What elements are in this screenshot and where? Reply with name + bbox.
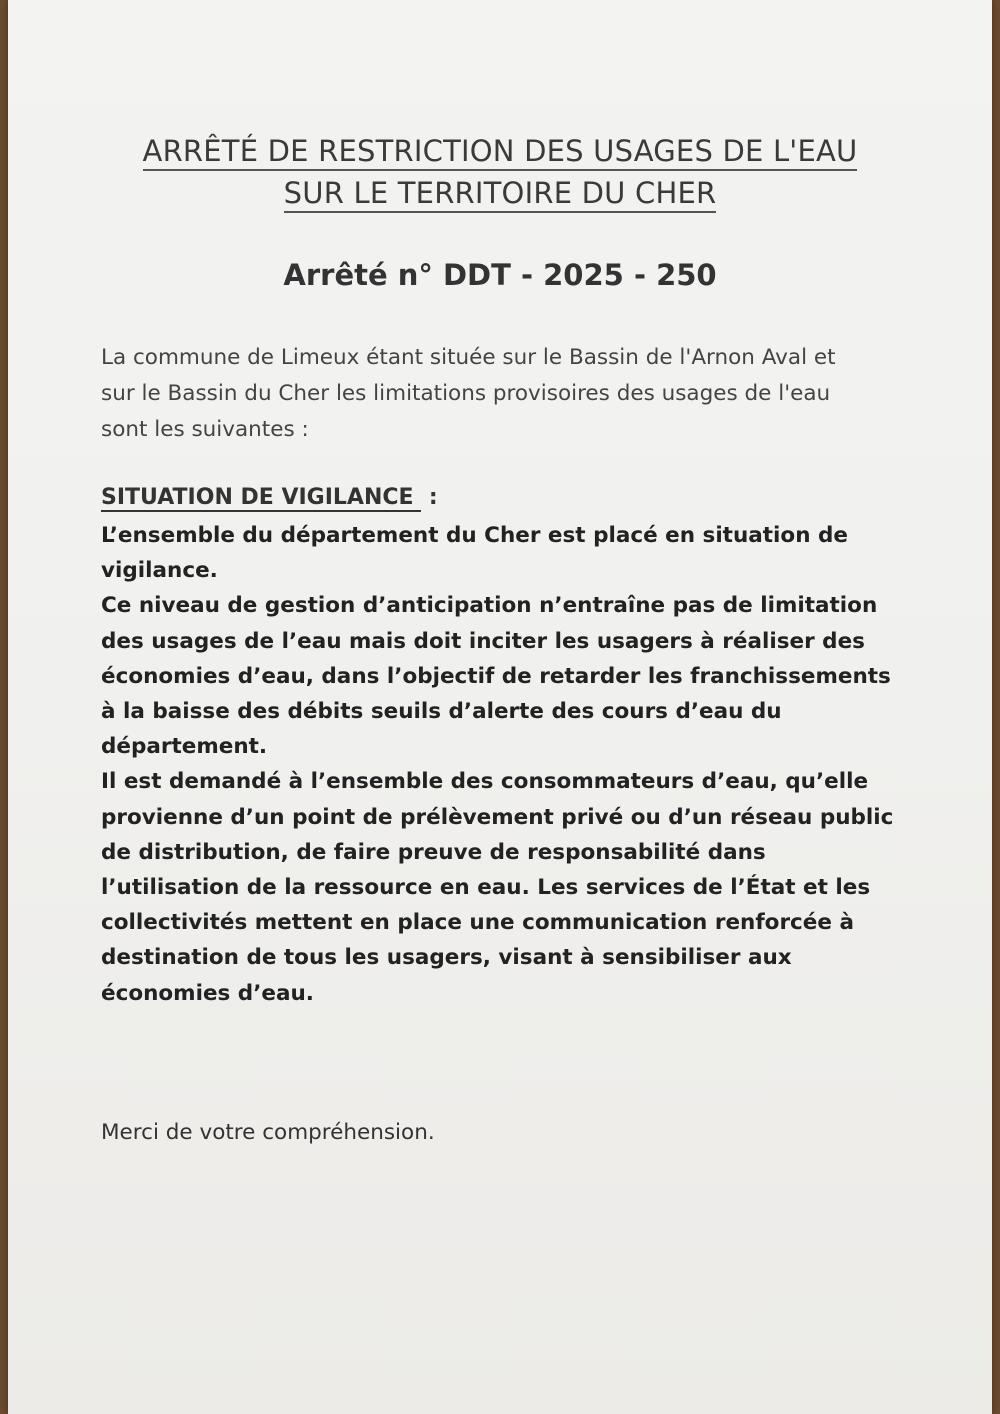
- title-line-1: [8, 134, 992, 168]
- section-heading-label: SITUATION DE VIGILANCE: [101, 485, 414, 510]
- body-line: économies d’eau, dans l’objectif de retarder les franchissements: [101, 663, 891, 689]
- body-paragraph: [101, 518, 931, 1011]
- body-line: l’utilisation de la ressource en eau. Les services de l’État et les: [101, 875, 871, 901]
- body-line: provienne d’un point de prélèvement privé ou d’un réseau public: [101, 804, 894, 830]
- closing-text: Merci de votre compréhension.: [101, 1120, 435, 1145]
- body-line: L’ensemble du département du Cher est placé en situation de: [101, 523, 848, 548]
- section-heading-colon: :: [428, 485, 438, 510]
- section-heading-text: [101, 485, 421, 512]
- title-line-2-text: SUR LE TERRITOIRE DU CHER: [284, 176, 717, 213]
- body-line: destination de tous les usagers, visant à sensibiliser aux: [101, 945, 792, 971]
- body-line: département.: [101, 734, 268, 760]
- intro-line: La commune de Limeux étant située sur le Bassin de l'Arnon Aval et: [101, 345, 836, 370]
- title-line-1-text: ARRÊTÉ DE RESTRICTION DES USAGES DE L'EAU: [143, 134, 858, 171]
- notice-sheet: [8, 0, 992, 1414]
- arrete-number: Arrêté n° DDT - 2025 - 250: [283, 258, 717, 292]
- body-line: de distribution, de faire preuve de responsabilité dans: [101, 839, 766, 865]
- intro-line: sont les suivantes :: [101, 417, 309, 442]
- section-heading: [101, 485, 438, 510]
- body-line: vigilance.: [101, 558, 218, 584]
- intro-paragraph: [101, 340, 921, 448]
- title-line-2: [8, 176, 992, 210]
- body-line: économies d’eau.: [101, 980, 314, 1006]
- intro-line: sur le Bassin du Cher les limitations provisoires des usages de l'eau: [101, 381, 831, 406]
- body-line: collectivités mettent en place une communication renforcée à: [101, 910, 854, 936]
- body-line: à la baisse des débits seuils d’alerte des cours d’eau du: [101, 699, 782, 725]
- body-line: Il est demandé à l’ensemble des consommateurs d’eau, qu’elle: [101, 769, 869, 795]
- body-line: des usages de l’eau mais doit inciter les usagers à réaliser des: [101, 628, 865, 654]
- body-line: Ce niveau de gestion d’anticipation n’entraîne pas de limitation: [101, 593, 878, 619]
